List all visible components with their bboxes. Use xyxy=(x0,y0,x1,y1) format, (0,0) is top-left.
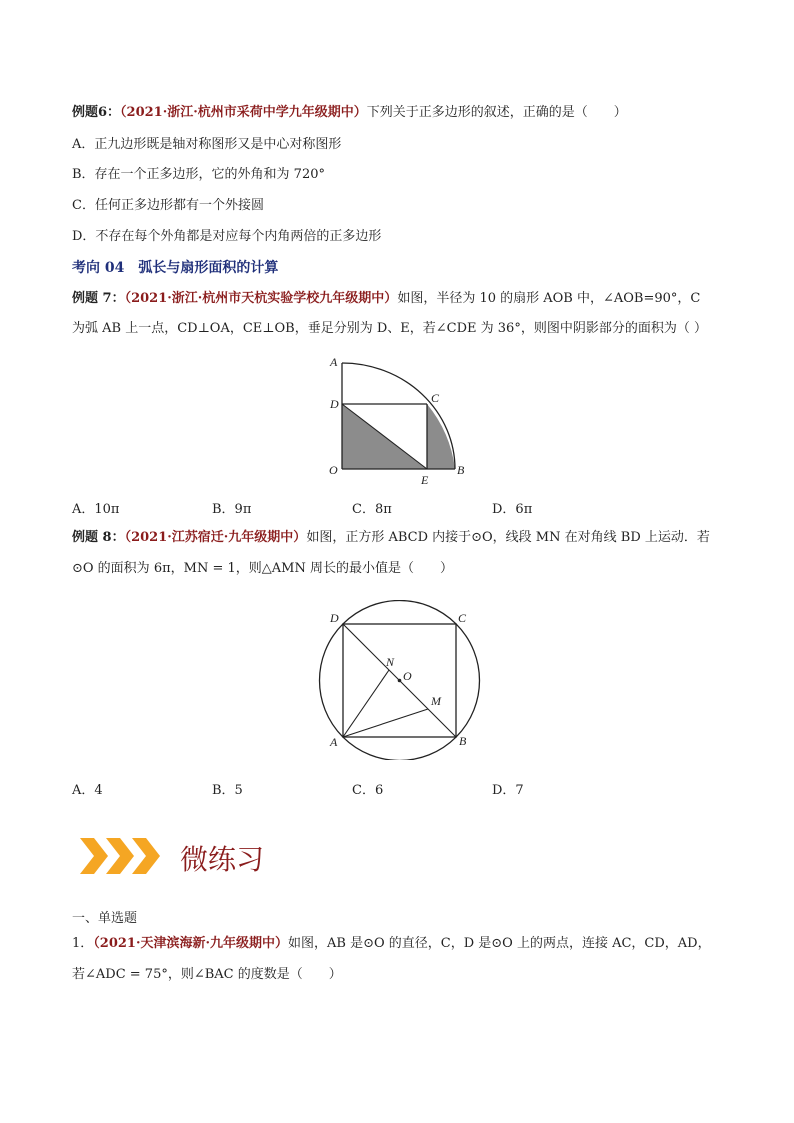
q1-line2: 若∠ADC = 75°，则∠BAC 的度数是（ ） xyxy=(72,967,342,982)
ex8-question-line2: ⊙O 的面积为 6π，MN = 1，则△AMN 周长的最小值是（ ） xyxy=(72,561,453,576)
ex8-option-c: C．6 xyxy=(352,783,384,798)
ex7-label-b: B xyxy=(457,463,465,477)
ex8-options xyxy=(72,779,632,798)
q1-number: 1． xyxy=(72,936,94,951)
q1-source: （2021·天津滨海新·九年级期中） xyxy=(93,936,289,951)
section-single-choice: 一、单选题 xyxy=(72,911,138,926)
ex7-source: （2021·浙江·杭州市天杭实验学校九年级期中） xyxy=(124,291,398,306)
ex6-label: 例题6： xyxy=(72,105,121,120)
ex7-question-line1 xyxy=(72,290,700,308)
ex8-label-c: C xyxy=(458,611,467,625)
ex7-label-o: O xyxy=(329,463,338,477)
ex8-label-b: B xyxy=(459,734,467,748)
ex6-option-c: C．任何正多边形都有一个外接圆 xyxy=(72,198,264,213)
ex6-option-a: A．正九边形既是轴对称图形又是中心对称图形 xyxy=(72,137,342,152)
ex7-question-text: 如图，半径为 10 的扇形 AOB 中，∠AOB=90°，C xyxy=(397,291,701,306)
ex8-circle-figure xyxy=(310,600,490,760)
q1-line1 xyxy=(72,935,711,953)
ex7-options xyxy=(72,498,632,517)
ex6-question-line xyxy=(72,104,627,122)
ex8-label-m: M xyxy=(431,694,441,708)
ex8-label-o: O xyxy=(403,669,412,683)
chevron-arrows-icon xyxy=(80,838,164,874)
ex8-label: 例题 8： xyxy=(72,530,125,545)
ex6-source: （2021·浙江·杭州市采荷中学九年级期中） xyxy=(120,105,367,120)
ex8-label-a: A xyxy=(330,735,338,749)
ex7-shaded-segment xyxy=(427,404,455,469)
ex8-option-b: B．5 xyxy=(212,783,243,798)
ex7-label-d: D xyxy=(330,397,339,411)
ex6-option-d: D．不存在每个外角都是对应每个内角两倍的正多边形 xyxy=(72,229,382,244)
ex7-option-c: C．8π xyxy=(352,502,392,517)
section-heading-04: 考向 04 弧长与扇形面积的计算 xyxy=(72,260,279,276)
ex7-label-e: E xyxy=(421,473,429,487)
ex8-label-n: N xyxy=(386,655,395,669)
ex8-source: （2021·江苏宿迁·九年级期中） xyxy=(124,530,307,545)
ex7-sector-figure xyxy=(320,350,480,490)
ex7-option-d: D．6π xyxy=(492,502,533,517)
ex8-question-line1 xyxy=(72,529,710,547)
ex8-option-d: D．7 xyxy=(492,783,524,798)
ex7-label: 例题 7： xyxy=(72,291,125,306)
ex8-center-dot xyxy=(398,679,402,683)
ex7-label-a: A xyxy=(330,355,338,369)
ex6-question: 下列关于正多边形的叙述，正确的是（ ） xyxy=(366,105,627,120)
ex8-question-text: 如图，正方形 ABCD 内接于⊙O，线段 MN 在对角线 BD 上运动．若 xyxy=(306,530,710,545)
ex8-segment-am xyxy=(343,709,428,737)
ex6-option-b: B．存在一个正多边形，它的外角和为 720° xyxy=(72,167,325,182)
ex7-label-c: C xyxy=(431,391,440,405)
ex8-segment-an xyxy=(343,670,389,737)
ex7-option-b: B．9π xyxy=(212,502,252,517)
practice-title: 微练习 xyxy=(180,843,265,876)
ex7-option-a: A．10π xyxy=(72,502,120,517)
ex8-label-d: D xyxy=(330,611,339,625)
q1-question-text: 如图，AB 是⊙O 的直径，C，D 是⊙O 上的两点，连接 AC，CD，AD， xyxy=(288,936,711,951)
ex7-question-line2: 为弧 AB 上一点，CD⊥OA，CE⊥OB，垂足分别为 D、E，若∠CDE 为 36°，则图中阴影部分的面积为（ ） xyxy=(72,321,707,336)
ex8-option-a: A．4 xyxy=(72,783,103,798)
